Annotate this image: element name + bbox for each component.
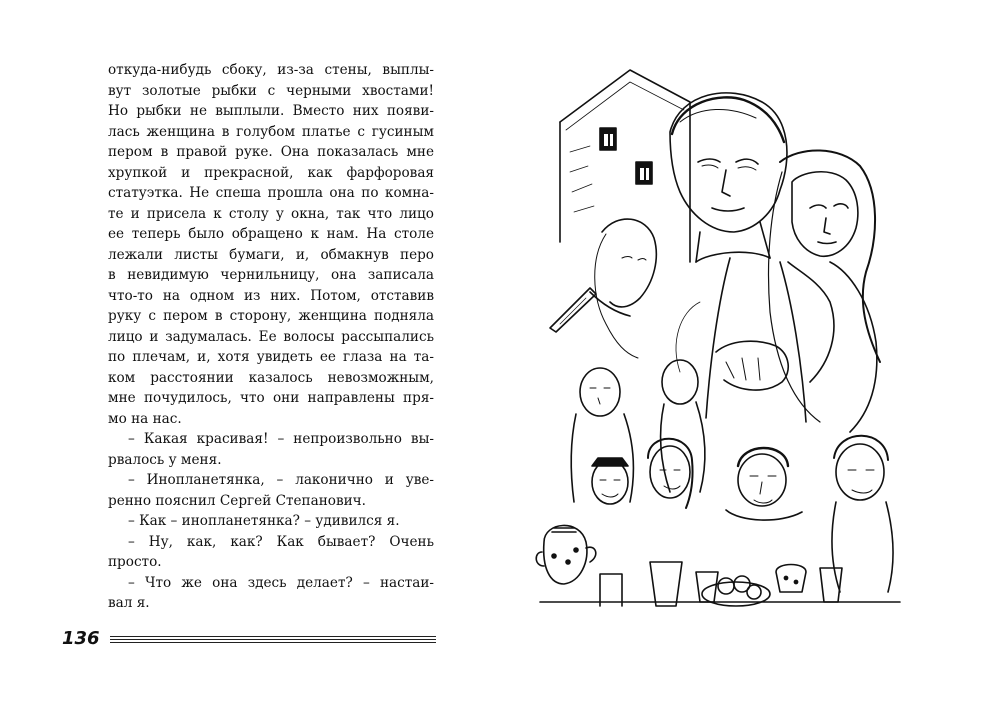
text-line: просто. — [108, 554, 162, 570]
text-line: вал я. — [108, 595, 150, 611]
text-line: – Какая красивая! – непроизвольно вы- — [128, 431, 434, 447]
text-line: мо на нас. — [108, 410, 182, 427]
page-number: 136 — [62, 628, 100, 649]
text-line: статуэтка. Не спеша прошла она по комна- — [108, 185, 434, 201]
text-line: – Инопланетянка, – лаконично и уве- — [128, 472, 434, 488]
text-line: мне почудилось, что они направлены пря- — [108, 390, 434, 406]
text-line: в невидимую чернильницу, она записала — [108, 267, 434, 283]
footer-rule — [110, 636, 436, 644]
text-line: рвалось у меня. — [108, 451, 222, 468]
text-line: что-то на одном из них. Потом, отставив — [108, 287, 434, 304]
footer-rule-line — [110, 639, 436, 640]
text-line: откуда-нибудь сбоку, из-за стены, выплы- — [108, 62, 434, 78]
text-line: пером в правой руке. Она показалась мне — [108, 144, 434, 160]
text-line: по плечам, и, хотя увидеть ее глаза на та- — [108, 349, 434, 365]
text-line: – Ну, как, как? Как бывает? Очень — [128, 533, 434, 550]
text-line: вут золотые рыбки с черными хвостами! — [108, 82, 434, 99]
group-crowd-figures — [571, 360, 893, 592]
text-line: ренно пояснил Сергей Степанович. — [108, 492, 366, 509]
book-illustration — [530, 62, 902, 622]
text-line: – Как – инопланетянка? – удивился я. — [128, 513, 400, 529]
footer-rule-line — [110, 636, 436, 637]
girl-portrait — [769, 150, 881, 432]
text-line: ее теперь было обращено к нам. На столе — [108, 226, 434, 242]
page-footer — [62, 628, 436, 652]
text-line: лась женщина в голубом платье с гусиным — [108, 123, 434, 140]
text-line: те и присела к столу у окна, так что лицо — [108, 205, 434, 222]
footer-rule-line — [110, 642, 436, 643]
page-text-column — [108, 60, 434, 614]
text-line: – Что же она здесь делает? – настаи- — [128, 574, 434, 591]
writing-woman-figure — [550, 219, 656, 358]
text-line: ком расстоянии казалось невозможным, — [108, 369, 434, 386]
table-still-life — [536, 525, 900, 606]
embracing-figure — [676, 258, 806, 422]
text-line: лежали листы бумаги, и, обмакнув перо — [108, 246, 434, 263]
text-line: лицо и задумалась. Ее волосы рассыпались — [108, 328, 434, 345]
illustration-drawing — [530, 62, 902, 622]
text-line: руку с пером в сторону, женщина подняла — [108, 308, 434, 324]
house-drawing — [560, 70, 690, 262]
text-line: Но рыбки не выплыли. Вместо них появи- — [108, 103, 434, 119]
text-line: хрупкой и прекрасной, как фарфоровая — [108, 164, 434, 181]
